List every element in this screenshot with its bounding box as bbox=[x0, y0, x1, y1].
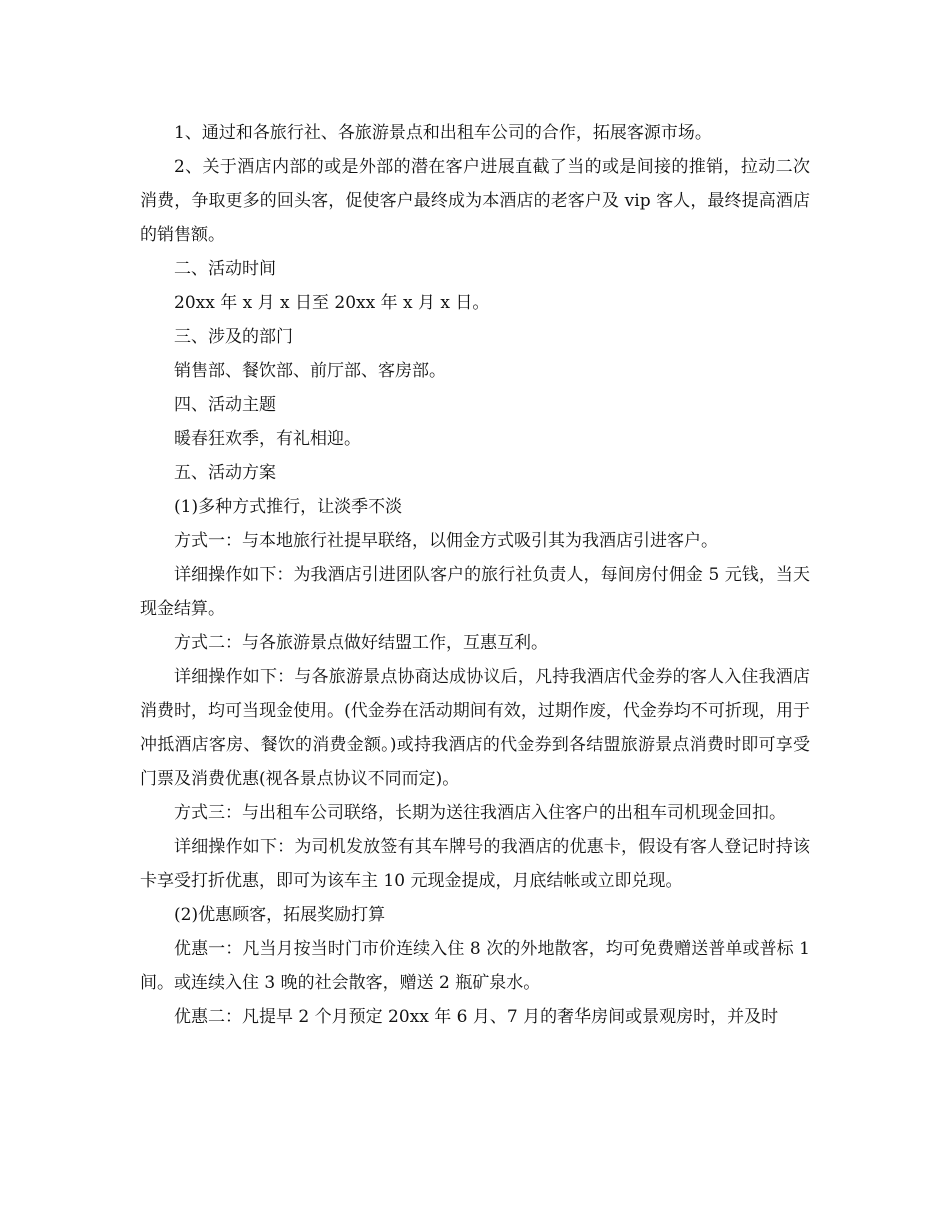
paragraph-method-3-detail: 详细操作如下：为司机发放签有其车牌号的我酒店的优惠卡，假设有客人登记时持该卡享受打折优惠，即可为该车主 10 元现金提成，月底结帐或立即兑现。 bbox=[140, 837, 810, 891]
paragraph-method-1: 方式一：与本地旅行社提早联络，以佣金方式吸引其为我酒店引进客户。 bbox=[174, 531, 718, 551]
document-body bbox=[140, 116, 810, 1034]
paragraph-method-2: 方式二：与各旅游景点做好结盟工作，互惠互利。 bbox=[174, 633, 548, 653]
heading-theme: 四、活动主题 bbox=[174, 395, 276, 415]
heading-activity-time: 二、活动时间 bbox=[174, 259, 276, 279]
paragraph-discount-1: 优惠一：凡当月按当时门市价连续入住 8 次的外地散客，均可免费赠送普单或普标 1 间。或连续入住 3 晚的社会散客，赠送 2 瓶矿泉水。 bbox=[140, 939, 810, 993]
subheading-promotion: (1)多种方式推行，让淡季不淡 bbox=[174, 497, 403, 517]
subheading-discounts: (2)优惠顾客，拓展奖励打算 bbox=[174, 905, 386, 925]
heading-departments: 三、涉及的部门 bbox=[174, 327, 293, 347]
paragraph-method-1-detail: 详细操作如下：为我酒店引进团队客户的旅行社负责人，每间房付佣金 5 元钱，当天现金结算。 bbox=[140, 565, 810, 619]
paragraph-method-3: 方式三：与出租车公司联络，长期为送往我酒店入住客户的出租车司机现金回扣。 bbox=[174, 803, 786, 823]
paragraph-goal-1: 1、通过和各旅行社、各旅游景点和出租车公司的合作，拓展客源市场。 bbox=[174, 123, 712, 143]
paragraph-goal-2: 2、关于酒店内部的或是外部的潜在客户进展直截了当的或是间接的推销，拉动二次消费，争取更多的回头客，促使客户最终成为本酒店的老客户及 vip 客人，最终提高酒店的销售额。 bbox=[140, 157, 810, 245]
paragraph-method-2-detail: 详细操作如下：与各旅游景点协商达成协议后，凡持我酒店代金券的客人入住我酒店消费时，均可当现金使用。(代金券在活动期间有效，过期作废，代金券均不可折现，用于冲抵酒店客房、餐饮的消费金额。)或持我酒店的代金券到各结盟旅游景点消费时即可享受门票及消费优惠(视各景点协议不同而定)。 bbox=[140, 667, 810, 789]
paragraph-departments: 销售部、餐饮部、前厅部、客房部。 bbox=[174, 361, 446, 381]
paragraph-theme: 暖春狂欢季，有礼相迎。 bbox=[174, 429, 361, 449]
paragraph-discount-2: 优惠二：凡提早 2 个月预定 20xx 年 6 月、7 月的奢华房间或景观房时，并及时 bbox=[174, 1007, 779, 1027]
paragraph-activity-time: 20xx 年 x 月 x 日至 20xx 年 x 月 x 日。 bbox=[174, 293, 490, 313]
heading-plan: 五、活动方案 bbox=[174, 463, 276, 483]
